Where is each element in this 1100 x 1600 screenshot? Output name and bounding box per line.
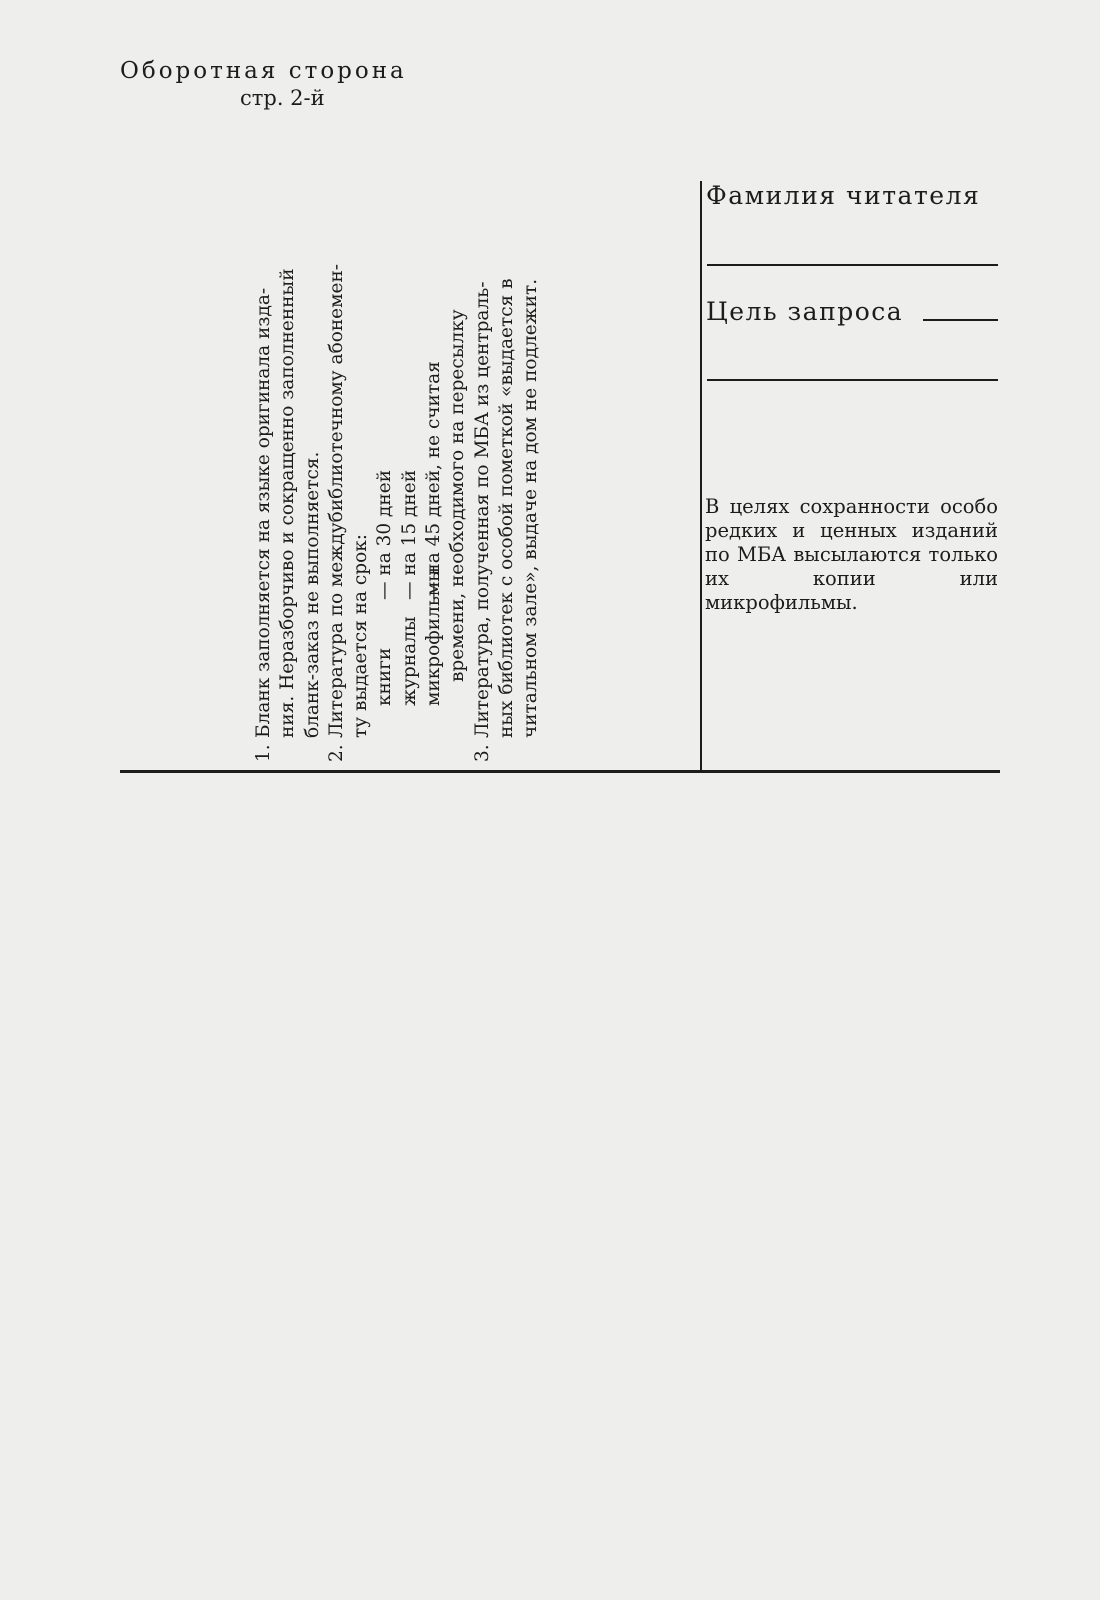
page-number: стр. 2-й: [240, 86, 325, 110]
instruction-2-line-2: ту выдается на срок:: [350, 533, 372, 738]
instruction-3-line-1: 3.Литература, полученная по МБА из централь-: [471, 177, 495, 762]
preservation-note: В целях сохранности особо редких и ценных изданий по МБА высылаются только их копии или микрофильмы.: [705, 495, 998, 614]
instruction-3-number: 3.: [471, 744, 493, 762]
instruction-1-line-2: ния. Неразборчиво и сокращенно заполненный: [277, 268, 299, 738]
instruction-2-number: 2.: [325, 744, 347, 762]
instructions-rotated-text: [252, 177, 552, 762]
reader-surname-field[interactable]: [707, 264, 998, 266]
instruction-3-line-2: ных библиотек с особой пометкой «выдается в: [495, 278, 517, 738]
request-purpose-field[interactable]: [923, 319, 998, 321]
instruction-1-line-3: бланк-заказ не выполняется.: [301, 451, 323, 738]
loan-term-journals: журналы — на 15 дней: [398, 469, 420, 706]
reader-surname-label: Фамилия читателя: [706, 181, 981, 210]
form-bottom-border: [120, 770, 1000, 773]
page-side-title: Оборотная сторона: [120, 58, 407, 84]
instruction-2-line-1: 2.Литература по междубиблиотечному абонемен-: [325, 177, 349, 762]
instruction-1-number: 1.: [253, 744, 274, 762]
instruction-1-line-1: 1.Бланк заполняется на языке оригинала изда-: [252, 177, 276, 762]
loan-term-continuation: времени, необходимого на пересылку: [447, 309, 469, 682]
loan-term-microfilms: микрофильмы — на 45 дней, не считая: [423, 361, 445, 706]
instructions-block: [252, 177, 552, 762]
column-divider: [700, 181, 702, 771]
request-purpose-field-line-2[interactable]: [707, 379, 998, 381]
loan-term-books: книги — на 30 дней: [374, 469, 396, 706]
request-purpose-label: Цель запроса: [706, 297, 904, 326]
instruction-3-line-3: читальном зале», выдаче на дом не подлежит.: [520, 278, 542, 738]
